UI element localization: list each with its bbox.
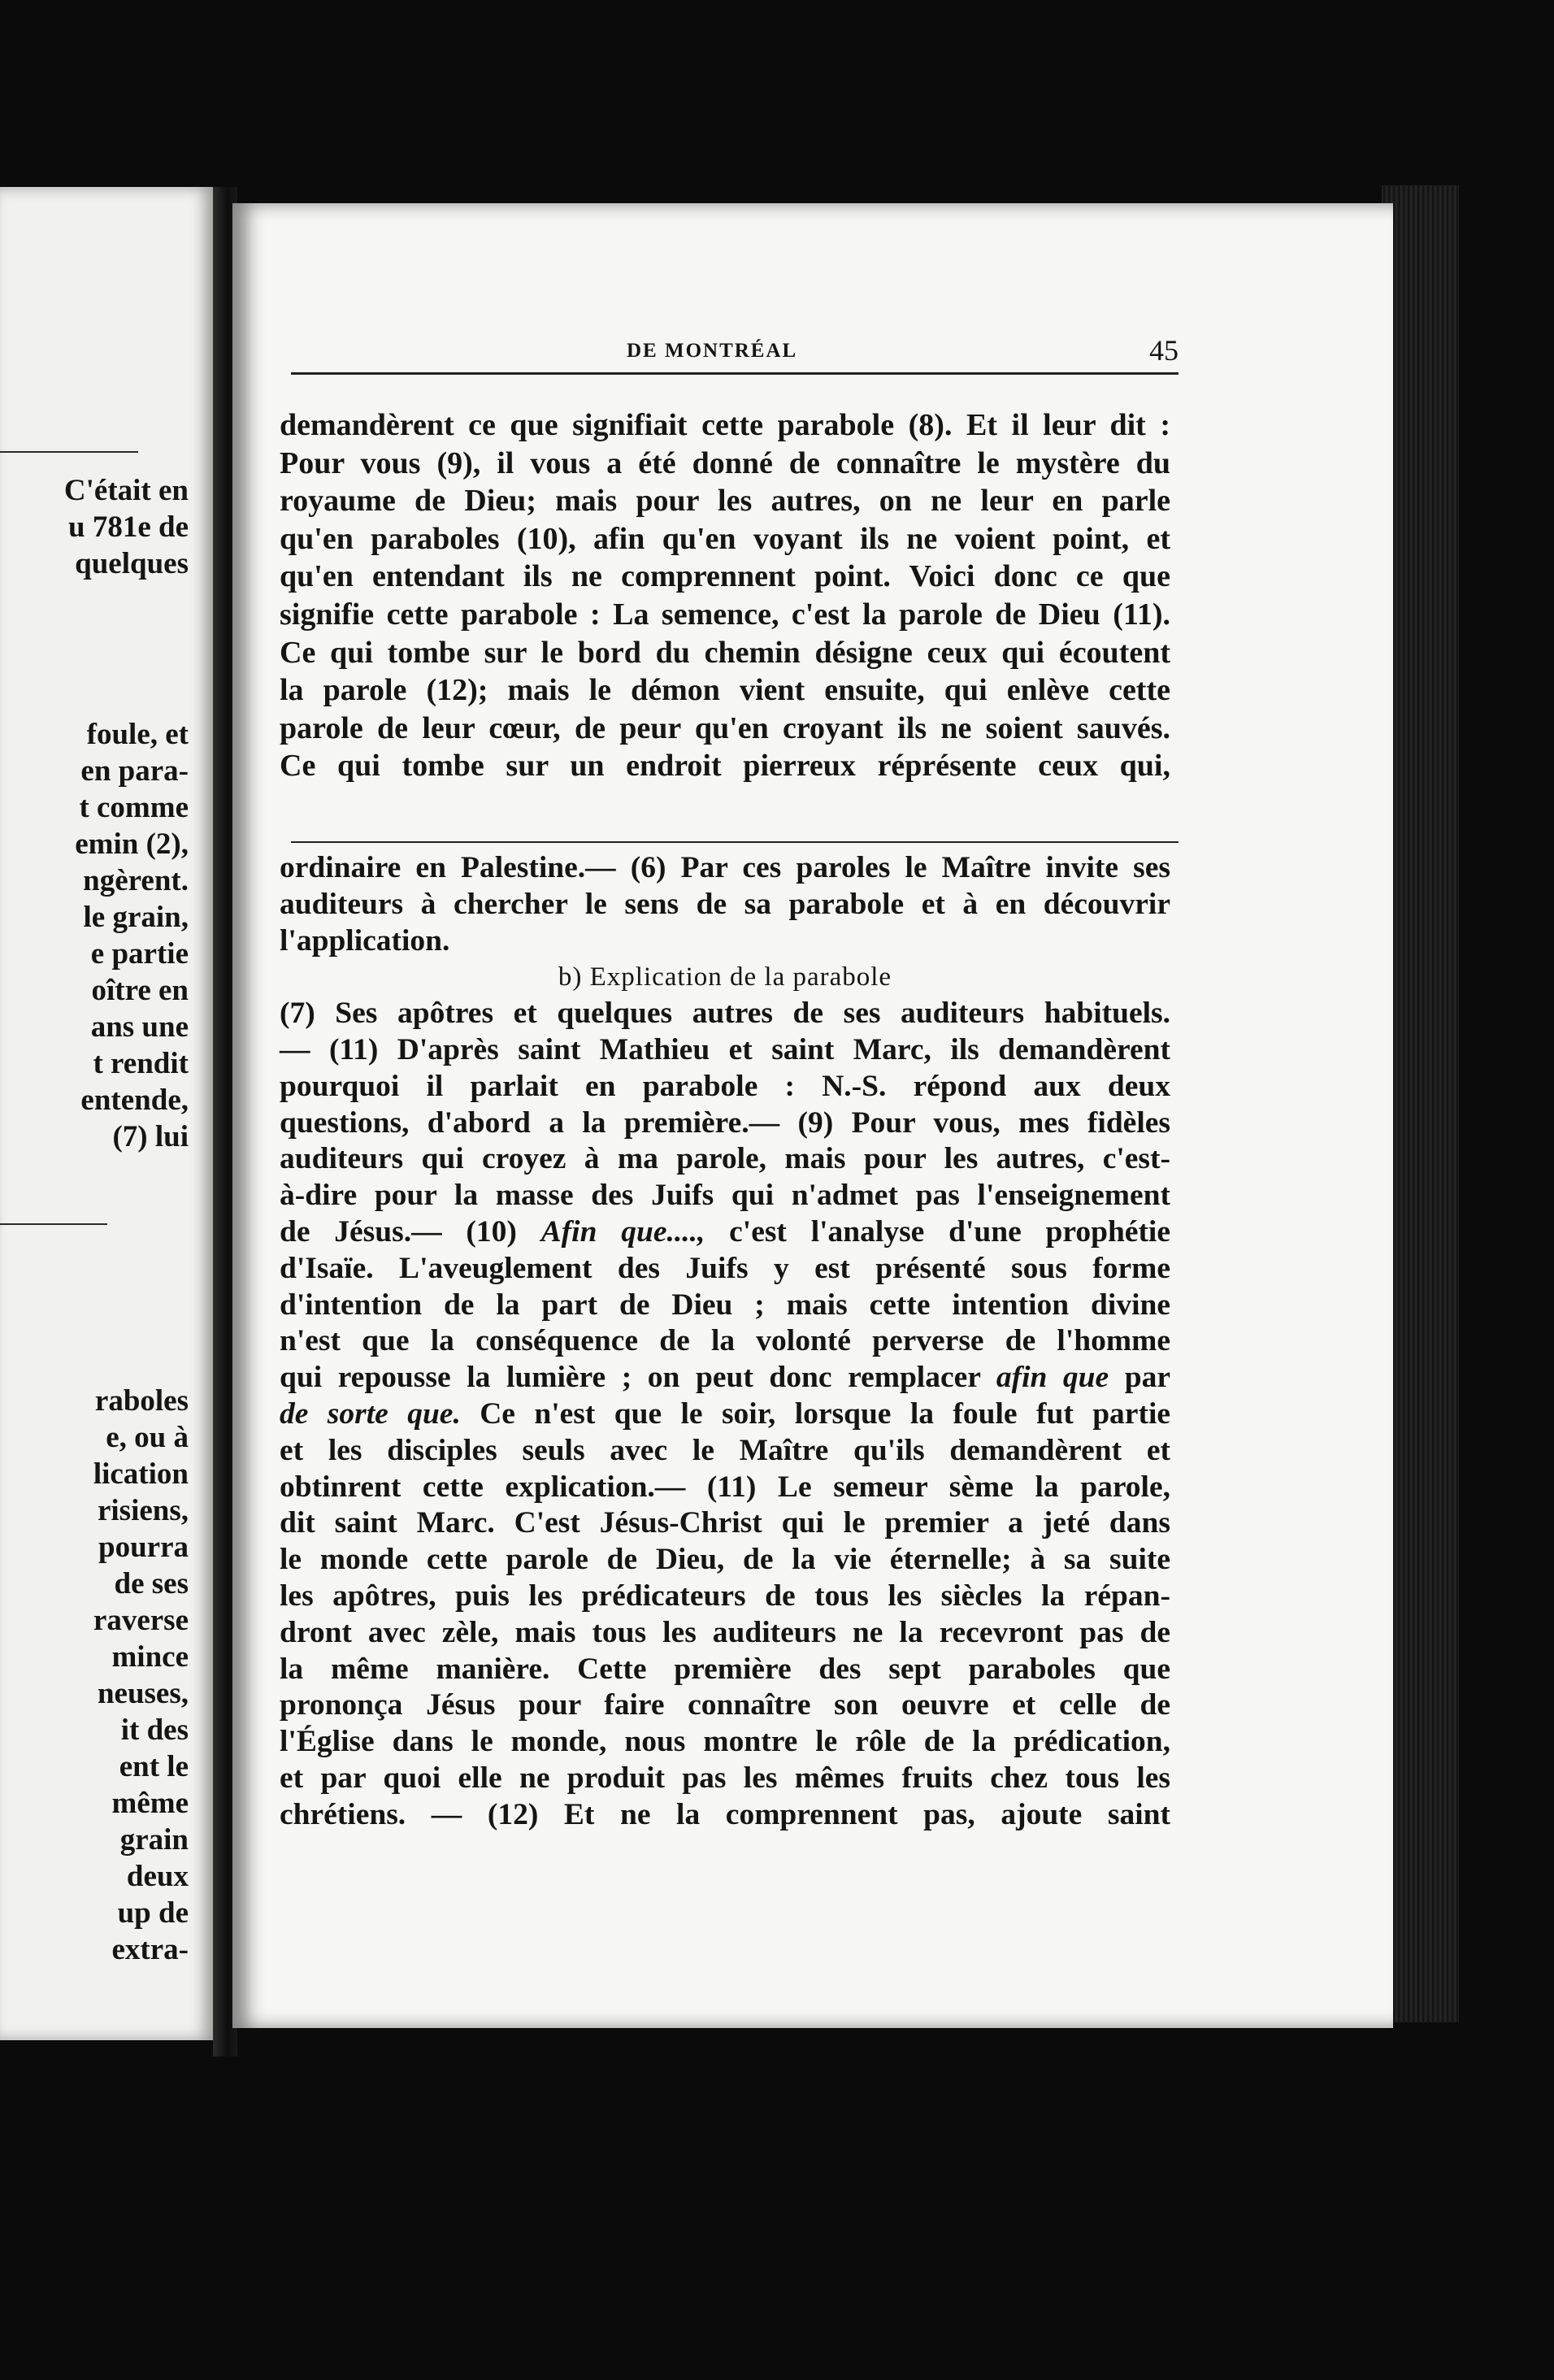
text-line: parole de leur cœur, de peur qu'en croyant ils ne soient sauvés.: [280, 710, 1170, 745]
main-text: [280, 406, 1170, 785]
left-page-fragment: t comme: [79, 791, 189, 824]
left-page-fragment: mince: [111, 1640, 189, 1674]
page-header: [232, 333, 1393, 382]
left-page-fragment: ngèrent.: [83, 864, 189, 897]
note-line: et les disciples seuls avec le Maître qu'ils demandèrent et: [280, 1433, 1170, 1467]
left-page-fragment: ent le: [119, 1750, 189, 1783]
note-line: obtinrent cette explication.— (11) Le semeur sème la parole,: [280, 1470, 1170, 1504]
left-page-fragment: raboles: [94, 1384, 189, 1418]
note-line: l'Église dans le monde, nous montre le rôle de la prédication,: [280, 1725, 1170, 1759]
left-page-fragment: quelques: [75, 547, 189, 580]
footnotes: [280, 850, 1170, 1834]
left-page-fragment: le grain,: [83, 901, 189, 934]
text-line: la parole (12); mais le démon vient ensuite, qui enlève cette: [280, 673, 1170, 708]
note-text: par: [1109, 1361, 1171, 1395]
left-page-fragment: lication: [93, 1457, 189, 1491]
text-line: Pour vous (9), il vous a été donné de connaître le mystère du: [280, 445, 1170, 480]
left-page-fragment: deux: [126, 1860, 189, 1893]
left-page-fragment: entende,: [80, 1084, 189, 1117]
italic-text: afin que: [996, 1361, 1109, 1395]
left-page-fragment: raverse: [93, 1604, 189, 1637]
left-page-fragment: e, ou à: [106, 1421, 189, 1454]
note-line: la même manière. Cette première des sept paraboles que: [280, 1652, 1170, 1686]
left-page-fragment: extra-: [111, 1933, 189, 1966]
note-line: pourquoi il parlait en parabole : N.-S. répond aux deux: [280, 1069, 1170, 1103]
running-title: DE MONTRÉAL: [627, 340, 798, 362]
left-page-fragment: même: [111, 1787, 189, 1820]
note-line: auditeurs qui croyez à ma parole, mais pour les autres, c'est-: [280, 1142, 1170, 1176]
note-line: à-dire pour la masse des Juifs qui n'admet pas l'enseignement: [280, 1179, 1170, 1213]
left-page-fragment: ans une: [90, 1010, 189, 1044]
left-page-fragment: risiens,: [97, 1494, 189, 1527]
note-line: prononça Jésus pour faire connaître son oeuvre et celle de: [280, 1688, 1170, 1722]
page-block-edge: [1382, 185, 1459, 2022]
note-line: dront avec zèle, mais tous les auditeurs ne la recevront pas de: [280, 1615, 1170, 1649]
text-line: qu'en entendant ils ne comprennent point. Voici donc ce que: [280, 559, 1170, 594]
text-line: demandèrent ce que signifiait cette parabole (8). Et il leur dit :: [280, 408, 1170, 442]
left-page-fragment: up de: [117, 1896, 189, 1930]
left-facing-page: [0, 187, 213, 2040]
note-line: le monde cette parole de Dieu, de la vie éternelle; à sa suite: [280, 1543, 1170, 1577]
header-rule: [291, 372, 1179, 375]
left-page-fragment: C'était en: [63, 474, 189, 507]
left-page-fragment: t rendit: [93, 1047, 189, 1080]
left-page-fragment: neuses,: [97, 1677, 189, 1710]
note-line: et par quoi elle ne produit pas les mêmes fruits chez tous les: [280, 1761, 1170, 1795]
text-line: Ce qui tombe sur un endroit pierreux réprésente ceux qui,: [280, 749, 1170, 784]
left-page-fragment: u 781e de: [68, 510, 189, 544]
page-number: 45: [1149, 334, 1179, 367]
note-line: questions, d'abord a la première.— (9) Pour vous, mes fidèles: [280, 1105, 1170, 1140]
note-line: dit saint Marc. C'est Jésus-Christ qui le premier a jeté dans: [280, 1506, 1170, 1540]
text-line: royaume de Dieu; mais pour les autres, on ne leur en parle: [280, 484, 1170, 519]
note-line: chrétiens. — (12) Et ne la comprennent pas, ajoute saint: [280, 1797, 1170, 1831]
note-text: de Jésus.— (10): [280, 1214, 541, 1249]
note-line: [280, 1396, 1170, 1433]
section-title: b) Explication de la parabole: [558, 962, 892, 992]
italic-text: de sorte que.: [280, 1396, 461, 1431]
left-page-fragment: (7) lui: [112, 1120, 189, 1153]
text-line: Ce qui tombe sur le bord du chemin désigne ceux qui écoutent: [280, 635, 1170, 670]
left-page-fragment: de ses: [114, 1567, 189, 1600]
left-page-fragment: en para-: [80, 754, 189, 788]
note-text: qui repousse la lumière ; on peut donc remplacer: [280, 1361, 996, 1395]
left-page-fragment: foule, et: [86, 718, 189, 751]
left-page-fragment: it des: [120, 1713, 189, 1747]
note-text: c'est l'analyse d'une prophétie: [705, 1214, 1170, 1249]
left-page-rule-bottom: [0, 1223, 107, 1225]
notes-separator-rule: [291, 841, 1179, 843]
note-line: auditeurs à chercher le sens de sa parabole et à en découvrir: [280, 887, 1170, 921]
left-page-rule-top: [0, 451, 138, 453]
right-page: [232, 203, 1393, 2028]
note-text: Ce n'est que le soir, lorsque la foule fut partie: [460, 1396, 1171, 1431]
note-line: ordinaire en Palestine.— (6) Par ces paroles le Maître invite ses: [280, 851, 1170, 884]
left-page-fragment: emin (2),: [75, 827, 189, 861]
text-line: qu'en paraboles (10), afin qu'en voyant ils ne voient point, et: [280, 521, 1170, 556]
left-page-fragment: pourra: [98, 1531, 189, 1564]
note-line: d'Isaïe. L'aveuglement des Juifs y est présenté sous forme: [280, 1251, 1170, 1285]
note-line: [280, 1214, 1170, 1251]
note-line: l'application.: [280, 923, 450, 958]
left-page-fragment: oître en: [91, 974, 189, 1007]
italic-text: Afin que....,: [540, 1214, 705, 1249]
note-line: (7) Ses apôtres et quelques autres de ses auditeurs habituels.: [280, 997, 1170, 1031]
note-line: d'intention de la part de Dieu ; mais cette intention divine: [280, 1288, 1170, 1322]
note-line: — (11) D'après saint Mathieu et saint Marc, ils demandèrent: [280, 1032, 1170, 1066]
note-line: [280, 1360, 1170, 1396]
left-page-fragment: grain: [119, 1823, 189, 1857]
note-line: n'est que la conséquence de la volonté perverse de l'homme: [280, 1324, 1170, 1358]
note-line: les apôtres, puis les prédicateurs de tous les siècles la répan-: [280, 1579, 1170, 1613]
text-line: signifie cette parabole : La semence, c'est la parole de Dieu (11).: [280, 597, 1170, 632]
left-page-fragment: e partie: [90, 937, 189, 971]
